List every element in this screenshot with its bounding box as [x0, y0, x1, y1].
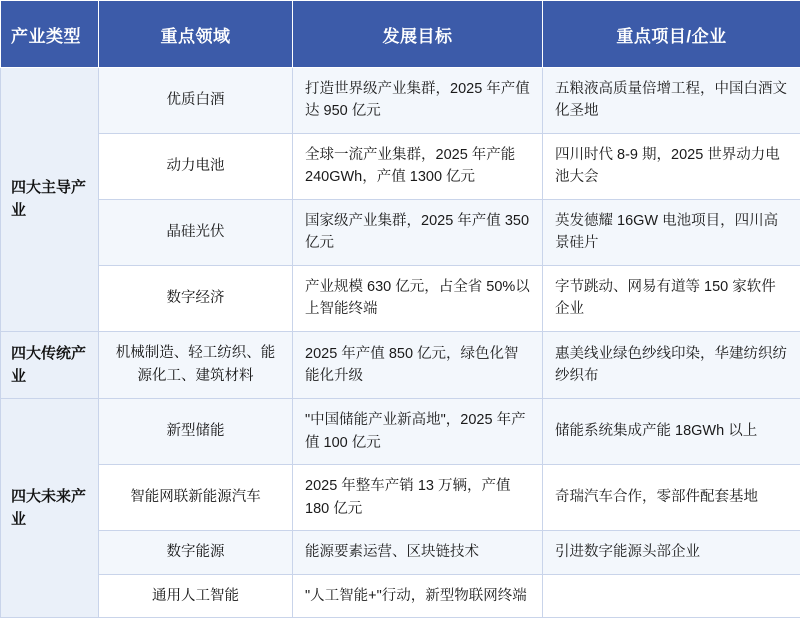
project-cell: 字节跳动、网易有道等 150 家软件企业	[543, 265, 800, 331]
table-row	[1, 574, 800, 617]
table-row	[1, 331, 800, 399]
table-row	[1, 531, 800, 574]
table-row	[1, 265, 800, 331]
table-body	[1, 68, 800, 618]
table-header	[1, 1, 800, 68]
category-cell-leading-industries: 四大主导产业	[1, 68, 99, 332]
field-cell: 智能网联新能源汽车	[99, 465, 293, 531]
project-cell: 惠美线业绿色纱线印染，华建纺织纺纱织布	[543, 331, 800, 399]
column-header-key-field: 重点领域	[99, 1, 293, 68]
field-cell: 通用人工智能	[99, 574, 293, 617]
goal-cell: "中国储能产业新高地"，2025 年产值 100 亿元	[293, 399, 543, 465]
field-cell: 优质白酒	[99, 68, 293, 134]
table-row	[1, 68, 800, 134]
table-row	[1, 399, 800, 465]
project-cell: 五粮液高质量倍增工程，中国白酒文化圣地	[543, 68, 800, 134]
field-cell: 晶硅光伏	[99, 199, 293, 265]
project-cell	[543, 574, 800, 617]
column-header-key-projects: 重点项目/企业	[543, 1, 800, 68]
table-row	[1, 465, 800, 531]
goal-cell: 能源要素运营、区块链技术	[293, 531, 543, 574]
goal-cell: 打造世界级产业集群，2025 年产值达 950 亿元	[293, 68, 543, 134]
table-row	[1, 199, 800, 265]
table-row	[1, 133, 800, 199]
goal-cell: 2025 年产值 850 亿元，绿色化智能化升级	[293, 331, 543, 399]
field-cell: 数字能源	[99, 531, 293, 574]
field-cell: 新型储能	[99, 399, 293, 465]
column-header-development-goal: 发展目标	[293, 1, 543, 68]
project-cell: 四川时代 8-9 期，2025 世界动力电池大会	[543, 133, 800, 199]
goal-cell: 产业规模 630 亿元，占全省 50%以上智能终端	[293, 265, 543, 331]
field-cell: 机械制造、轻工纺织、能源化工、建筑材料	[99, 331, 293, 399]
goal-cell: "人工智能+"行动，新型物联网终端	[293, 574, 543, 617]
column-header-industry-type: 产业类型	[1, 1, 99, 68]
field-cell: 数字经济	[99, 265, 293, 331]
project-cell: 引进数字能源头部企业	[543, 531, 800, 574]
table-header-row	[1, 1, 800, 68]
field-cell: 动力电池	[99, 133, 293, 199]
project-cell: 奇瑞汽车合作，零部件配套基地	[543, 465, 800, 531]
project-cell: 储能系统集成产能 18GWh 以上	[543, 399, 800, 465]
category-cell-traditional-industries: 四大传统产业	[1, 331, 99, 399]
project-cell: 英发德耀 16GW 电池项目，四川高景硅片	[543, 199, 800, 265]
category-cell-future-industries: 四大未来产业	[1, 399, 99, 618]
goal-cell: 国家级产业集群，2025 年产值 350 亿元	[293, 199, 543, 265]
goal-cell: 全球一流产业集群，2025 年产能 240GWh，产值 1300 亿元	[293, 133, 543, 199]
goal-cell: 2025 年整车产销 13 万辆，产值 180 亿元	[293, 465, 543, 531]
